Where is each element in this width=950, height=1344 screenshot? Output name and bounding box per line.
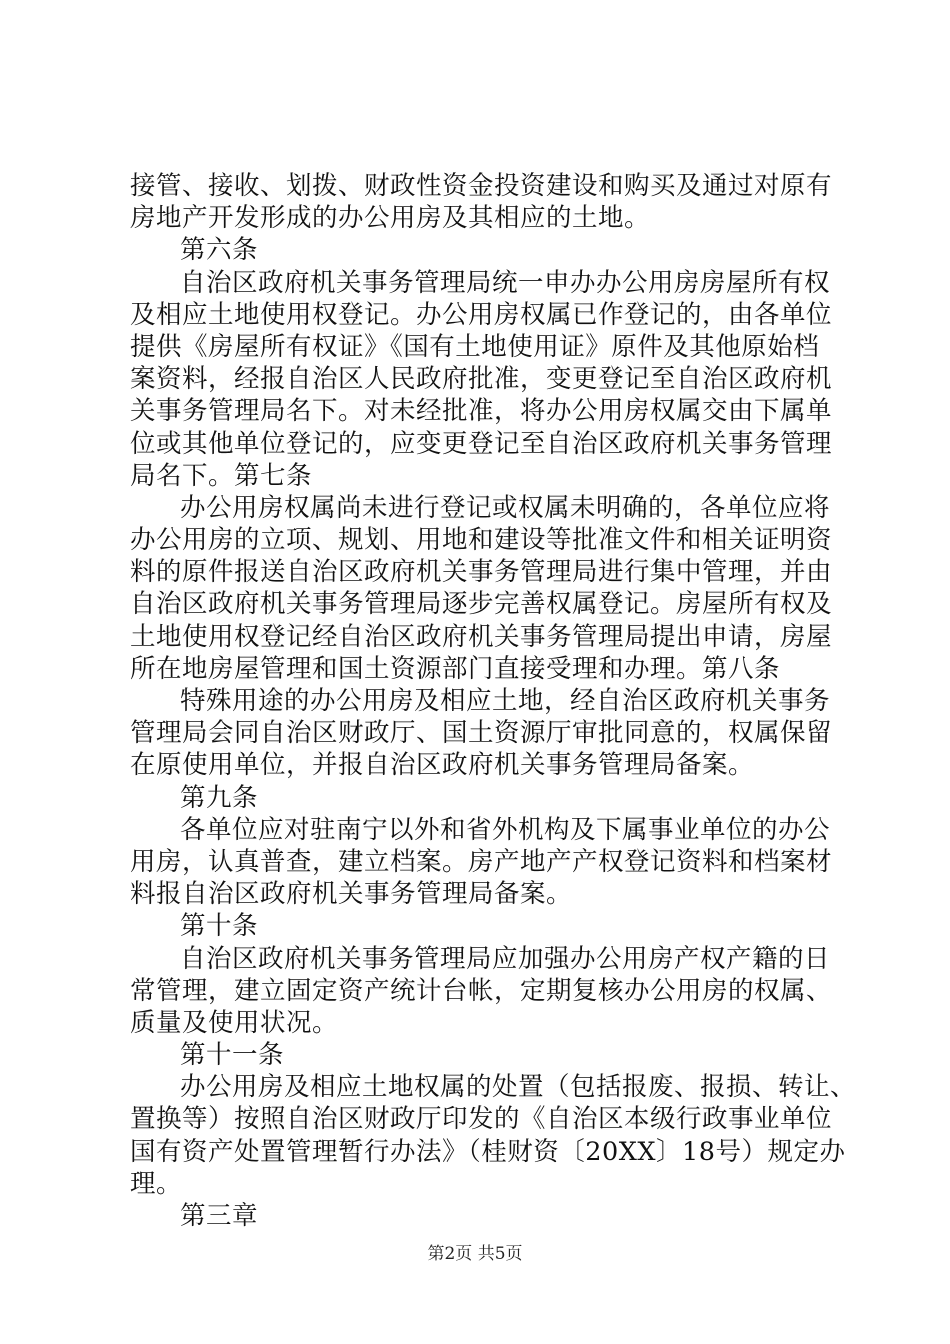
text-line: 所在地房屋管理和国土资源部门直接受理和办理。第八条 <box>130 653 781 684</box>
text-line: 提供《房屋所有权证》《国有土地使用证》原件及其他原始档 <box>130 331 820 362</box>
text-line: 在原使用单位，并报自治区政府机关事务管理局备案。 <box>130 750 755 781</box>
document-body <box>130 170 857 1232</box>
text-line: 质量及使用状况。 <box>130 1007 339 1038</box>
text-line: 局名下。第七条 <box>130 460 313 491</box>
text-line: 办公用房的立项、规划、用地和建设等批准文件和相关证明资 <box>130 525 833 556</box>
text-line: 理。 <box>130 1168 183 1199</box>
text-line: 位或其他单位登记的，应变更登记至自治区政府机关事务管理 <box>130 428 833 459</box>
text-line: 接管、接收、划拨、财政性资金投资建设和购买及通过对原有 <box>130 171 833 201</box>
text-line: 自治区政府机关事务管理局应加强办公用房产权产籍的日 <box>180 943 831 974</box>
text-line: 管理局会同自治区财政厅、国土资源厅审批同意的，权属保留 <box>130 718 833 749</box>
text-line: 案资料，经报自治区人民政府批准，变更登记至自治区政府机 <box>130 364 833 395</box>
text-line: 国有资产处置管理暂行办法》（桂财资〔20XX〕18号）规定办 <box>130 1136 846 1167</box>
article-heading: 第十条 <box>180 911 259 942</box>
text-line: 办公用房及相应土地权属的处置（包括报废、报损、转让、 <box>180 1072 857 1103</box>
text-line: 料的原件报送自治区政府机关事务管理局进行集中管理，并由 <box>130 557 833 588</box>
text-line: 土地使用权登记经自治区政府机关事务管理局提出申请，房屋 <box>130 621 833 652</box>
article-heading: 第十一条 <box>180 1040 285 1071</box>
text-line: 特殊用途的办公用房及相应土地，经自治区政府机关事务 <box>180 686 831 716</box>
article-heading: 第六条 <box>180 235 259 266</box>
text-line: 关事务管理局名下。对未经批准，将办公用房权属交由下属单 <box>130 396 833 427</box>
text-line: 办公用房权属尚未进行登记或权属未明确的，各单位应将 <box>180 492 831 523</box>
text-line: 房地产开发形成的办公用房及其相应的土地。 <box>130 203 651 234</box>
text-line: 各单位应对驻南宁以外和省外机构及下属事业单位的办公 <box>180 814 831 845</box>
text-line: 用房，认真普查，建立档案。房产地产产权登记资料和档案材 <box>130 846 833 877</box>
text-line: 置换等）按照自治区财政厅印发的《自治区本级行政事业单位 <box>130 1104 833 1135</box>
text-line: 及相应土地使用权登记。办公用房权属已作登记的，由各单位 <box>130 299 833 330</box>
page-number: 第2页 共5页 <box>427 1244 523 1264</box>
text-line: 自治区政府机关事务管理局统一申办办公用房房屋所有权 <box>180 267 831 298</box>
article-heading: 第九条 <box>180 782 259 813</box>
text-line: 自治区政府机关事务管理局逐步完善权属登记。房屋所有权及 <box>130 589 833 620</box>
chapter-heading: 第三章 <box>180 1201 259 1231</box>
text-line: 常管理，建立固定资产统计台帐，定期复核办公用房的权属、 <box>130 975 833 1006</box>
text-line: 料报自治区政府机关事务管理局备案。 <box>130 879 573 910</box>
